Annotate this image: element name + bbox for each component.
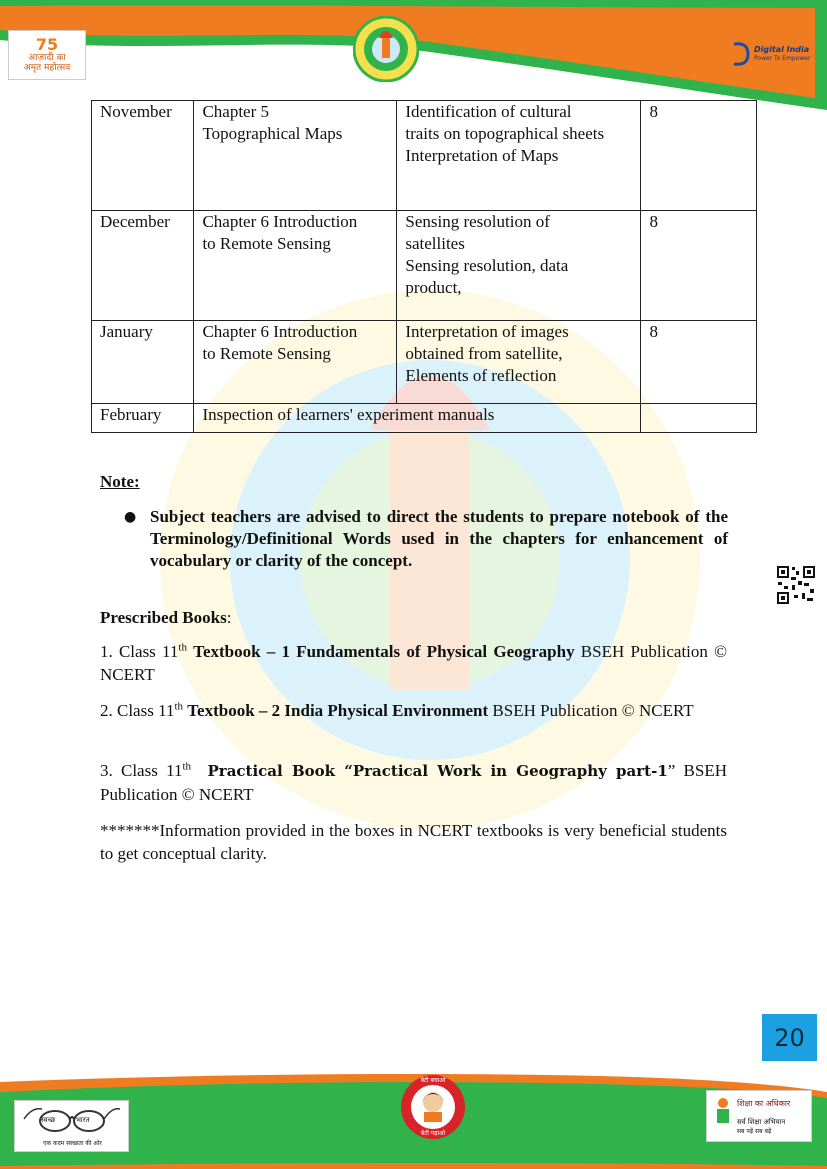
books-heading: Prescribed Books: xyxy=(100,608,232,627)
month-cell: December xyxy=(92,211,194,321)
chapter-cell: Chapter 6 Introduction to Remote Sensing xyxy=(194,211,397,321)
chapter-cell: Chapter 6 Introduction to Remote Sensing xyxy=(194,321,397,404)
book-1: 1. Class 11th Textbook – 1 Fundamentals of Physical Geography BSEH Publication © NCERT xyxy=(100,641,728,684)
shiksha-ka-adhikar-logo: शिक्षा का अधिकार सर्व शिक्षा अभियान सब पढ़ें सब बढ़ें xyxy=(706,1090,812,1142)
book-3: 3. Class 11th Practical Book “Practical Work in Geography part-1” BSEH Publication © NCERT xyxy=(100,760,728,804)
child-reading-icon xyxy=(711,1097,735,1127)
periods-cell: 8 xyxy=(641,101,757,211)
merged-cell: Inspection of learners' experiment manuals xyxy=(194,404,641,433)
periods-cell: 8 xyxy=(641,321,757,404)
bullet-icon: ● xyxy=(124,509,137,525)
azadi-ka-amrit-mahotsav-logo: 75 आज़ादी का अमृत महोत्सव xyxy=(8,30,86,80)
periods-cell: 8 xyxy=(641,211,757,321)
month-cell: January xyxy=(92,321,194,404)
periods-cell xyxy=(641,404,757,433)
swachh-bharat-logo: स्वच्छ भारत एक कदम स्वच्छता की ओर xyxy=(14,1100,129,1152)
month-cell: February xyxy=(92,404,194,433)
note-bullet xyxy=(124,506,728,572)
beti-bachao-logo: बेटी बचाओ बेटी पढ़ाओ xyxy=(400,1074,466,1140)
digital-india-logo: Digital India Power To Empower xyxy=(730,40,810,70)
info-note: *******Information provided in the boxes in NCERT textbooks is very beneficial students to get conceptual clarity. xyxy=(100,821,727,863)
gandhi-glasses-icon xyxy=(22,1105,122,1133)
page-number: 20 xyxy=(762,1014,817,1061)
note-bullet-text: Subject teachers are advised to direct the students to prepare notebook of the Terminology/Definitional Words used in the chapters for enhancement of vocabulary or clarity of the concept. xyxy=(150,507,728,570)
note-title: Note: xyxy=(100,472,140,491)
table-row xyxy=(92,211,757,321)
content-cell: Interpretation of images obtained from satellite, Elements of reflection xyxy=(397,321,641,404)
table-row xyxy=(92,321,757,404)
content-cell: Identification of cultural traits on topographical sheets Interpretation of Maps xyxy=(397,101,641,211)
chapter-cell: Chapter 5 Topographical Maps xyxy=(194,101,397,211)
syllabus-table xyxy=(91,100,757,433)
qr-code-icon xyxy=(776,565,816,605)
digital-india-icon xyxy=(730,40,752,68)
month-cell: November xyxy=(92,101,194,211)
table-row xyxy=(92,101,757,211)
content-cell: Sensing resolution of satellites Sensing resolution, data product, xyxy=(397,211,641,321)
bseh-emblem xyxy=(353,16,419,82)
book-2: 2. Class 11th Textbook – 2 India Physical Environment BSEH Publication © NCERT xyxy=(100,700,694,720)
table-row xyxy=(92,404,757,433)
